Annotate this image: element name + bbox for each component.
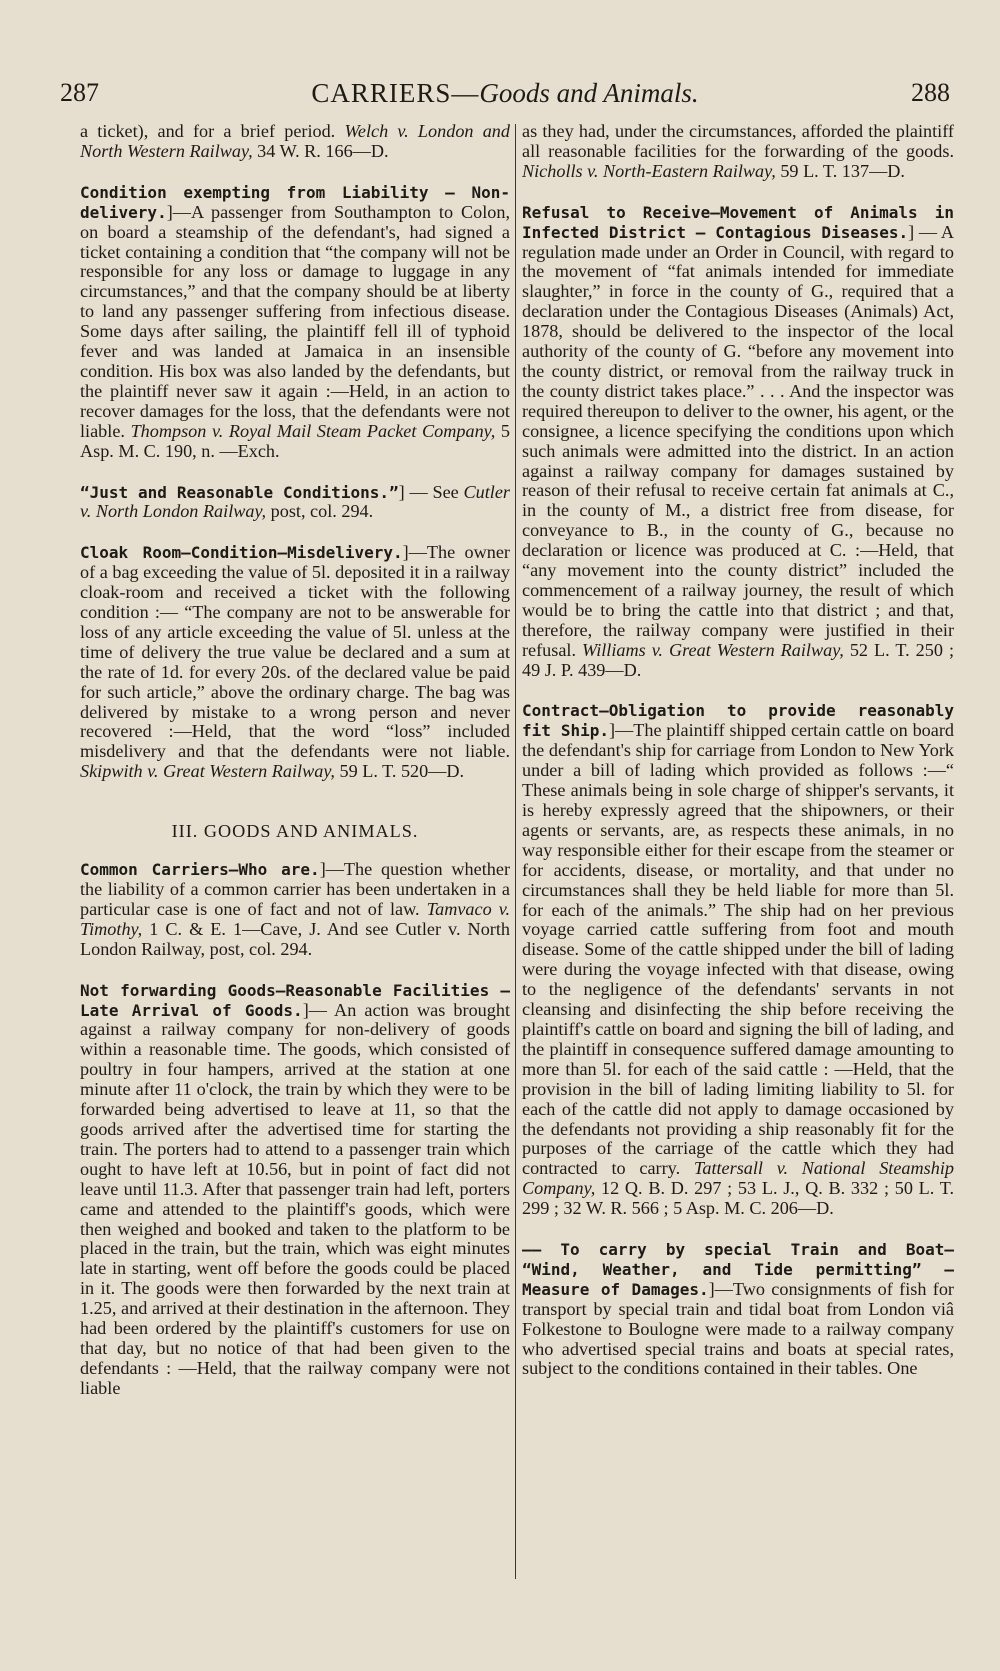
citation-reference: 5 Asp. M. C. 190, n. —Exch. xyxy=(80,420,510,461)
paragraph xyxy=(80,183,510,462)
paragraph-text: ]—The owner of a bag exceeding the value of 5l. deposited it in a railway cloak-room and received a ticket with the following condition :— “The company are not to be answerable for loss of any article exceeding the value of 5l. unless at the time of delivery the true value be declared and a sum at the rate of 1d. for every 20s. of the declared value be paid for such article,” above the ordinary charge. The bag was delivered by mistake to a wrong person and never recovered :—Held, that the word “loss” included misdelivery and that the defendants were not liable. xyxy=(80,542,510,762)
page-number-left: 287 xyxy=(60,78,99,107)
paragraph-text: ]— An action was brought against a railway company for non-delivery of goods within a reasonable time. The goods, which consisted of poultry in four hampers, arrived at the station at one minute after 11 o'clock, the train by which they were to be forwarded being advertised to leave at 11, so that the goods arrived after the advertised time for starting the train. The porters had to attend to a passenger train which ought to have left at 10.56, but in point of fact did not leave until 11.3. After that passenger train had left, porters came and attended to the plaintiff's goods, which were then weighed and booked and taken to the platform to be placed in the train, but the train, which was eight minutes late in starting, went off before the goods could be placed in it. The goods were then forwarded by the next train at 1.25, and arrived at their destination in the afternoon. They had been ordered by the plaintiff's customers for use on that day, but no notice of that had been given to the defendants : —Held, that the railway company were not liable xyxy=(80,999,510,1398)
paragraph xyxy=(80,122,510,162)
case-citation: Cutler v. North London Railway, xyxy=(80,481,510,522)
case-citation: Thompson v. Royal Mail Steam Packet Company, xyxy=(130,420,496,441)
paragraph-text: as they had, under the circumstances, afforded the plaintiff all reasonable facilities for the forwarding of the goods. xyxy=(522,121,954,161)
paragraph-heading: Cloak Room—Condition—Misdelivery. xyxy=(80,543,403,563)
citation-reference: 34 W. R. 166—D. xyxy=(252,140,389,161)
citation-reference: 12 Q. B. D. 297 ; 53 L. J., Q. B. 332 ; 50 L. T. 299 ; 32 W. R. 566 ; 5 Asp. M. C. 206—D. xyxy=(522,1178,954,1219)
title-main: CARRIERS— xyxy=(311,78,480,108)
case-citation: Nicholls v. North-Eastern Railway, xyxy=(522,160,776,181)
paragraph xyxy=(522,1240,954,1379)
section-heading: III. GOODS AND ANIMALS. xyxy=(171,821,419,842)
citation-reference: 1 C. & E. 1—Cave, J. And see Cutler v. North London Railway, post, col. 294. xyxy=(80,918,510,959)
paragraph-heading: Not forwarding Goods—Reasonable Facilities —Late Arrival of Goods. xyxy=(80,980,510,1020)
page-number-right: 288 xyxy=(911,78,950,107)
paragraph xyxy=(80,981,510,1399)
citation-reference: 59 L. T. 520—D. xyxy=(334,761,465,782)
column-divider xyxy=(515,124,516,1579)
paragraph-heading: Condition exempting from Liability — Non-delivery. xyxy=(80,182,510,222)
citation-reference: 59 L. T. 137—D. xyxy=(775,160,905,181)
paragraph xyxy=(80,483,510,523)
case-citation: Tattersall v. National Steamship Company, xyxy=(522,1158,954,1199)
paragraph xyxy=(80,543,510,782)
paragraph-text: ]—The question whether the liability of a common carrier has been undertaken in a particular case is one of fact and not of law. xyxy=(80,859,511,919)
case-citation: Welch v. London and North Western Railway, xyxy=(80,121,510,161)
left-column xyxy=(80,122,510,1420)
paragraph-text: ]—A passenger from Southampton to Colon, on board a steamship of the defendant's, had signed a ticket containing a condition that “the company will not be responsible for any loss or damage to luggage in any circumstances,” and that the company should be at liberty to land any passenger suffering from infectious disease. Some days after sailing, the plaintiff fell ill of typhoid fever and was landed at Jamaica in an insensible condition. His box was also landed by the defendants, but the plaintiff never saw it again :—Held, in an action to recover damages for the loss, that the defendants were not liable. xyxy=(80,201,510,441)
paragraph-heading: Contract—Obligation to provide reasonably fit Ship. xyxy=(522,701,954,741)
paragraph xyxy=(80,860,510,960)
paragraph-text: ] — A regulation made under an Order in Council, with regard to the movement of “fat animals intended for immediate slaughter,” in force in the county of G., required that a declaration under the Contagious Diseases (Animals) Act, 1878, should be delivered to the inspector of the local authority of the county of G. “before any movement into the county district, or removal from the railway truck in the county district takes place.” . . . And the inspector was required thereupon to deliver to the owner, his agent, or the consignee, a licence specifying the conditions upon which such animals were admitted into the district. In an action against a railway company for damages sustained by reason of their refusal to receive certain fat animals at C., in the county of M., a district free from disease, for conveyance to B., in the county of G., because no declaration or licence was produced at C. :—Held, that “any movement into the county district” included the commencement of a railway journey, the result of which would be to bring the cattle into that district ; and that, therefore, the railway company were justified in their refusal. xyxy=(522,221,954,660)
running-header xyxy=(60,78,950,114)
case-citation: Skipwith v. Great Western Railway, xyxy=(80,761,335,782)
paragraph xyxy=(522,122,954,182)
paragraph-text: ] — See xyxy=(398,481,464,502)
case-citation: Williams v. Great Western Railway, xyxy=(582,639,844,660)
paragraph xyxy=(522,203,954,681)
paragraph-heading: “Just and Reasonable Conditions.” xyxy=(80,482,399,502)
right-column xyxy=(522,122,954,1400)
paragraph-heading: Refusal to Receive—Movement of Animals in Infected District — Contagious Diseases. xyxy=(522,202,954,242)
paragraph-heading: —— To carry by special Train and Boat— “Wind, Weather, and Tide permitting” — Measure of Damages. xyxy=(522,1240,954,1299)
citation-reference: 52 L. T. 250 ; 49 J. P. 439—D. xyxy=(522,639,954,680)
paragraph-text: ]—The plaintiff shipped certain cattle on board the defendant's ship for carriage from London to New York under a bill of lading which provided as follows :—“ These animals being in sole charge of shipper's servants, it is hereby expressly agreed that the shipowners, or their agents or servants, are, as respects these animals, in no way responsible either for their escape from the steamer or for accidents, disease, or mortality, and that under no circumstances shall they be held liable for more than 5l. for each of the animals.” The ship had on her previous voyage carried cattle suffering from foot and mouth disease. Some of the cattle shipped under the bill of lading were during the voyage infected with that disease, owing to the negligence of the defendants' servants in not cleansing and disinfecting the ship before receiving the plaintiff's cattle on board and signing the bill of lading, and the plaintiff in consequence suffered damage amounting to more than 5l. for each of the said cattle : —Held, that the provision in the bill of lading limiting liability to 5l. for each of the cattle did not apply to damage occasioned by the defendants not providing a ship reasonably fit for the purposes of the carriage of the cattle which they had contracted to carry. xyxy=(522,720,954,1179)
case-citation: Tamvaco v. Timothy, xyxy=(80,898,510,939)
paragraph-text: a ticket), and for a brief period. xyxy=(80,121,345,141)
citation-reference: post, col. 294. xyxy=(266,501,374,522)
paragraph-heading: Common Carriers—Who are. xyxy=(80,860,320,880)
paragraph-text: ]—Two consignments of fish for transport by special train and tidal boat from London viâ Folkestone to Boulogne were made to a railway company who advertised special trains and boats at special rates, subject to the conditions contained in their tables. One xyxy=(522,1278,954,1379)
running-title xyxy=(60,78,950,109)
paragraph xyxy=(522,701,954,1219)
title-italic: Goods and Animals. xyxy=(479,78,699,108)
